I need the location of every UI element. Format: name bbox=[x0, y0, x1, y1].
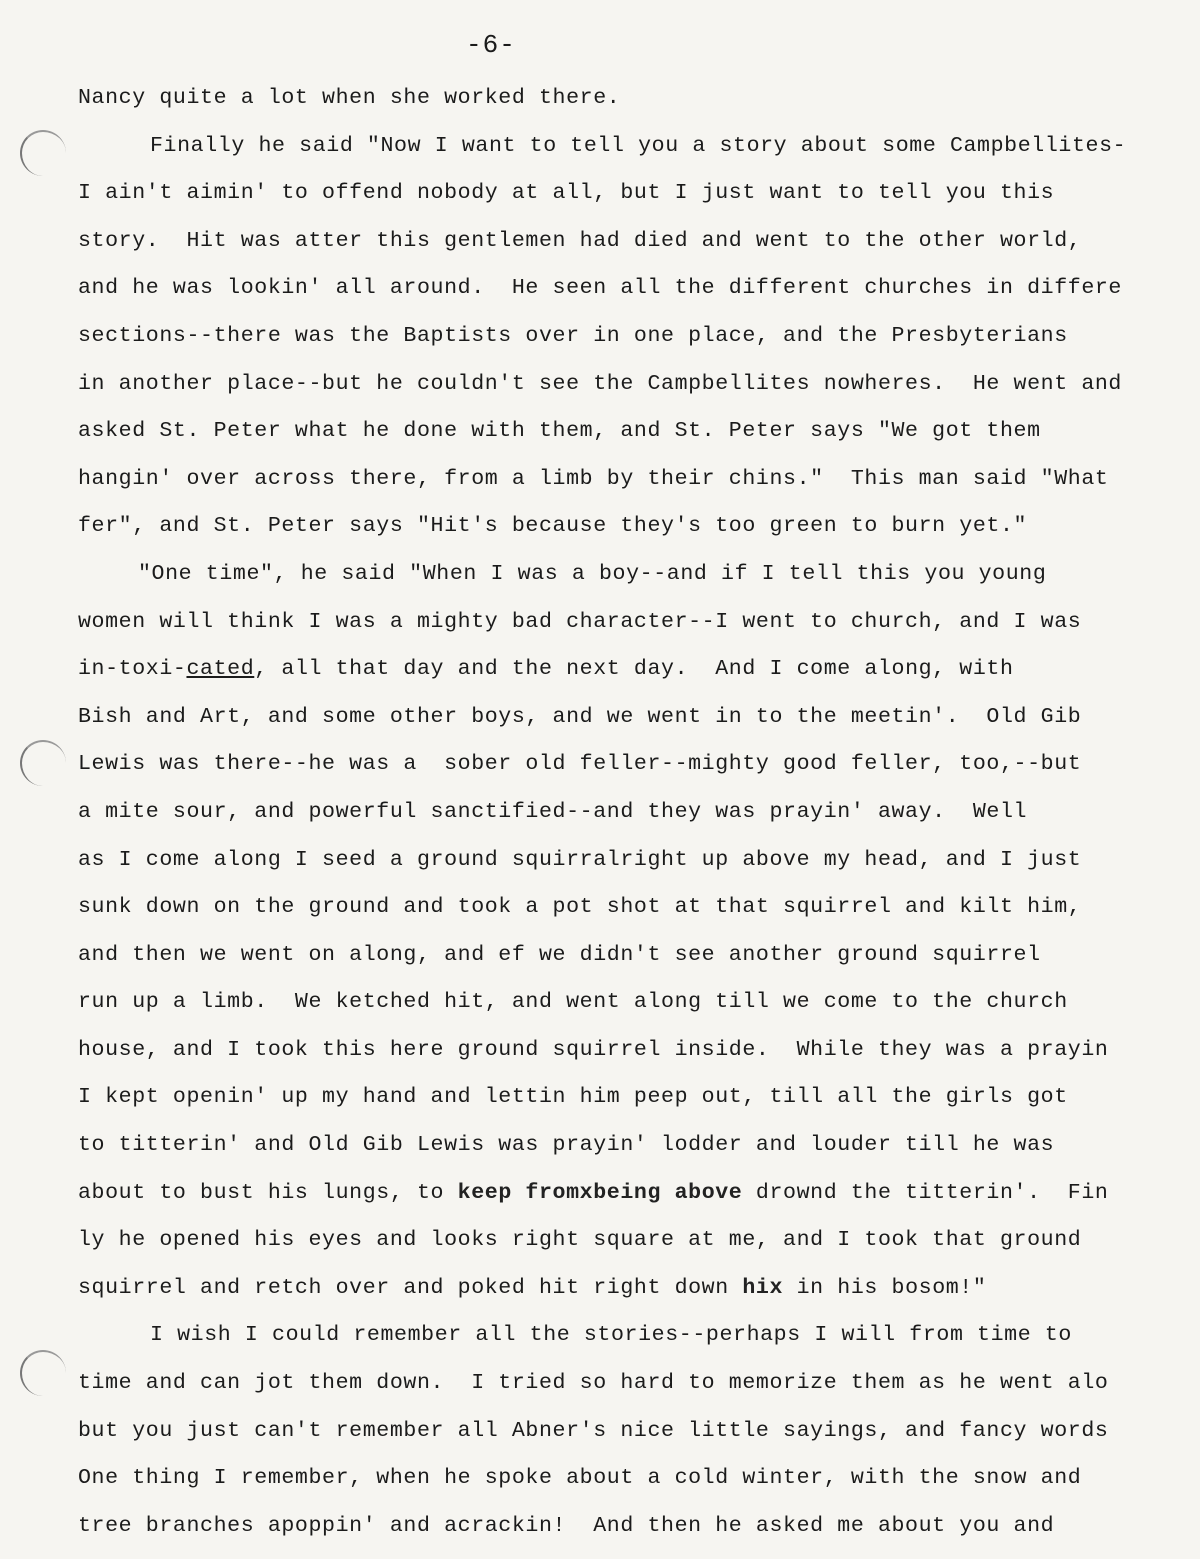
text-line: I wish I could remember all the stories--perhaps I will from time to bbox=[150, 1323, 1072, 1348]
page-number: -6- bbox=[466, 30, 516, 60]
text-line: and he was lookin' all around. He seen all the different churches in differe bbox=[78, 276, 1122, 301]
struck-text: keep fromxbeing above bbox=[457, 1180, 743, 1205]
text-line: women will think I was a mighty bad character--I went to church, and I was bbox=[78, 609, 1082, 634]
text-line: I ain't aimin' to offend nobody at all, but I just want to tell you this bbox=[78, 181, 1055, 206]
text-line: time and can jot them down. I tried so hard to memorize them as he went alo bbox=[78, 1371, 1109, 1396]
text-line bbox=[78, 646, 1200, 694]
text-segment: about to bust his lungs, to bbox=[78, 1180, 458, 1205]
text-line: as I come along I seed a ground squirralright up above my head, and I just bbox=[78, 847, 1082, 872]
text-line: hangin' over across there, from a limb by their chins." This man said "What bbox=[78, 466, 1109, 491]
text-line: ly he opened his eyes and looks right square at me, and I took that ground bbox=[78, 1228, 1082, 1253]
text-line: sunk down on the ground and took a pot shot at that squirrel and kilt him, bbox=[78, 895, 1082, 920]
text-segment: squirrel and retch over and poked hit right down bbox=[78, 1275, 743, 1300]
text-line: to titterin' and Old Gib Lewis was prayin' lodder and louder till he was bbox=[78, 1133, 1055, 1158]
document-body bbox=[78, 75, 1200, 1550]
text-line: I kept openin' up my hand and lettin him peep out, till all the girls got bbox=[78, 1085, 1068, 1110]
text-line: asked St. Peter what he done with them, and St. Peter says "We got them bbox=[78, 419, 1041, 444]
struck-text: hix bbox=[742, 1275, 784, 1300]
text-line bbox=[78, 1170, 1200, 1218]
text-line: Finally he said "Now I want to tell you a story about some Campbellites- bbox=[150, 133, 1127, 158]
punch-hole bbox=[20, 130, 66, 176]
text-line: and then we went on along, and ef we didn't see another ground squirrel bbox=[78, 942, 1041, 967]
text-line: Nancy quite a lot when she worked there. bbox=[78, 86, 621, 110]
punch-hole bbox=[20, 1350, 66, 1396]
underlined-text: cated bbox=[186, 657, 255, 682]
text-line: story. Hit was atter this gentlemen had died and went to the other world, bbox=[78, 228, 1082, 253]
text-line: tree branches apoppin' and acrackin! And then he asked me about you and bbox=[78, 1513, 1055, 1538]
text-line: a mite sour, and powerful sanctified--and they was prayin' away. Well bbox=[78, 799, 1028, 824]
text-line: house, and I took this here ground squirrel inside. While they was a prayin bbox=[78, 1037, 1109, 1062]
text-line: One thing I remember, when he spoke about a cold winter, with the snow and bbox=[78, 1466, 1082, 1491]
text-line: run up a limb. We ketched hit, and went along till we come to the church bbox=[78, 990, 1068, 1015]
text-segment: drownd the titterin'. Fin bbox=[742, 1180, 1109, 1205]
punch-hole bbox=[20, 740, 66, 786]
text-line bbox=[78, 1265, 1200, 1313]
text-line: in another place--but he couldn't see the Campbellites nowheres. He went and bbox=[78, 371, 1122, 396]
text-segment: , all that day and the next day. And I come along, with bbox=[254, 657, 1014, 682]
text-line: sections--there was the Baptists over in one place, and the Presbyterians bbox=[78, 323, 1068, 348]
text-line: "One time", he said "When I was a boy--and if I tell this you young bbox=[138, 561, 1047, 586]
text-line: Lewis was there--he was a sober old feller--mighty good feller, too,--but bbox=[78, 752, 1082, 777]
text-segment: in-toxi- bbox=[78, 657, 187, 682]
text-line: Bish and Art, and some other boys, and we went in to the meetin'. Old Gib bbox=[78, 704, 1082, 729]
text-line: fer", and St. Peter says "Hit's because they's too green to burn yet." bbox=[78, 514, 1028, 539]
text-line: but you just can't remember all Abner's nice little sayings, and fancy words bbox=[78, 1418, 1109, 1443]
text-segment: in his bosom!" bbox=[783, 1275, 987, 1300]
